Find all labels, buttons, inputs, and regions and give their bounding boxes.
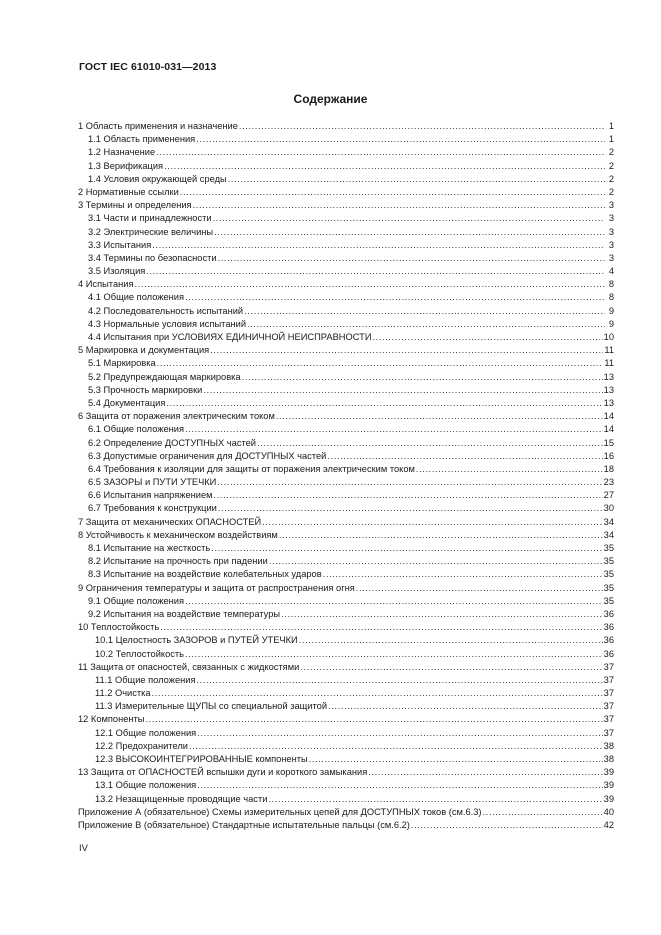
toc-entry-label: 13.2 Незащищенные проводящие части xyxy=(95,793,268,804)
toc-entry-label: 5.2 Предупреждающая маркировка xyxy=(88,371,241,382)
toc-entry[interactable] xyxy=(78,608,614,621)
toc-entry-page: 30 xyxy=(603,503,614,514)
toc-entry-page: 35 xyxy=(603,582,614,593)
toc-dot-leader xyxy=(211,542,602,555)
toc-dot-leader xyxy=(244,305,605,318)
toc-entry-page: 3 xyxy=(608,213,614,224)
toc-entry-label: 11.1 Общие положения xyxy=(95,674,196,685)
toc-dot-leader xyxy=(152,687,603,700)
toc-entry-label: 7 Защита от механических ОПАСНОСТЕЙ xyxy=(78,516,262,527)
toc-entry[interactable] xyxy=(78,687,614,700)
toc-dot-leader xyxy=(416,463,603,476)
toc-entry[interactable] xyxy=(78,806,614,819)
toc-entry-label: 4.3 Нормальные условия испытаний xyxy=(88,318,247,329)
toc-entry[interactable] xyxy=(78,621,614,634)
toc-entry-label: 9 Ограничения температуры и защита от распространения огня xyxy=(78,582,355,593)
toc-dot-leader xyxy=(152,239,605,252)
toc-dot-leader xyxy=(309,753,603,766)
toc-dot-leader xyxy=(300,661,602,674)
toc-dot-leader xyxy=(157,357,604,370)
toc-dot-leader xyxy=(203,384,602,397)
toc-entry[interactable] xyxy=(78,199,614,212)
toc-entry-page: 9 xyxy=(608,318,614,329)
toc-entry-page: 3 xyxy=(608,226,614,237)
toc-entry-page: 14 xyxy=(603,424,614,435)
toc-dot-leader xyxy=(135,278,606,291)
toc-entry-label: 10 Теплостойкость xyxy=(78,622,160,633)
toc-dot-leader xyxy=(146,713,603,726)
toc-entry-page: 13 xyxy=(603,397,614,408)
toc-entry-page: 37 xyxy=(603,674,614,685)
toc-entry[interactable] xyxy=(78,160,614,173)
toc-entry-label: 8.1 Испытание на жесткость xyxy=(88,543,211,553)
toc-entry[interactable] xyxy=(78,793,614,806)
toc-entry[interactable] xyxy=(78,146,614,159)
toc-entry[interactable] xyxy=(78,582,614,595)
toc-entry[interactable] xyxy=(78,648,614,661)
toc-dot-leader xyxy=(257,437,603,450)
toc-entry-page: 37 xyxy=(603,701,614,712)
toc-dot-leader xyxy=(373,331,603,344)
toc-entry[interactable] xyxy=(78,226,614,239)
toc-entry[interactable] xyxy=(78,173,614,186)
toc-entry-label: 6.2 Определение ДОСТУПНЫХ частей xyxy=(88,437,256,448)
toc-entry[interactable] xyxy=(78,463,614,476)
toc-entry-page: 38 xyxy=(603,754,614,764)
toc-dot-leader xyxy=(327,450,602,463)
toc-entry-page: 13 xyxy=(603,384,614,395)
toc-entry-page: 35 xyxy=(603,595,614,606)
toc-entry-label: 1.1 Область применения xyxy=(88,134,196,145)
toc-entry[interactable] xyxy=(78,344,614,357)
toc-dot-leader xyxy=(228,173,605,186)
toc-entry-label: 11.3 Измерительные ЩУПЫ со специальной защитой xyxy=(95,701,328,712)
toc-entry-page: 10 xyxy=(603,332,614,342)
toc-dot-leader xyxy=(411,819,603,832)
toc-entry-label: 11 Защита от опасностей, связанных с жидкостями xyxy=(78,661,300,672)
toc-entry-page: 35 xyxy=(603,569,614,580)
toc-dot-leader xyxy=(193,199,605,212)
toc-entry[interactable] xyxy=(78,120,614,133)
toc-entry-page: 8 xyxy=(608,279,614,290)
toc-dot-leader xyxy=(279,529,603,542)
toc-entry-label: 8.2 Испытание на прочность при падении xyxy=(88,556,268,567)
toc-entry-page: 40 xyxy=(603,806,614,817)
toc-title: Содержание xyxy=(293,92,368,106)
toc-entry-page: 4 xyxy=(608,266,614,277)
toc-entry-label: 9.1 Общие положения xyxy=(88,595,185,606)
toc-entry[interactable] xyxy=(78,357,614,370)
toc-dot-leader xyxy=(268,793,602,806)
toc-entry-page: 36 xyxy=(603,608,614,619)
toc-entry-label: 4.2 Последовательность испытаний xyxy=(88,305,244,316)
toc-entry[interactable] xyxy=(78,595,614,608)
toc-entry[interactable] xyxy=(78,305,614,318)
toc-entry-page: 39 xyxy=(603,767,614,778)
toc-dot-leader xyxy=(269,555,603,568)
toc-entry-page: 9 xyxy=(608,305,614,316)
toc-dot-leader xyxy=(218,502,603,515)
toc-dot-leader xyxy=(196,133,605,146)
toc-entry-page: 14 xyxy=(603,411,614,422)
toc-entry-label: 3 Термины и определения xyxy=(78,200,192,211)
toc-dot-leader xyxy=(185,423,603,436)
toc-entry-page: 39 xyxy=(603,793,614,804)
toc-entry[interactable] xyxy=(78,318,614,331)
toc-entry[interactable] xyxy=(78,450,614,463)
toc-entry-label: Приложение А (обязательное) Схемы измерительных цепей для ДОСТУПНЫХ токов (см.6.3) xyxy=(78,806,482,817)
toc-entry-label: 5 Маркировка и документация xyxy=(78,345,210,356)
toc-entry[interactable] xyxy=(78,713,614,726)
toc-entry-page: 34 xyxy=(603,516,614,527)
toc-entry-label: 8.3 Испытание на воздействие колебательных ударов xyxy=(88,569,322,580)
toc-entry-page: 15 xyxy=(603,437,614,448)
toc-entry[interactable] xyxy=(78,753,614,766)
toc-dot-leader xyxy=(197,727,602,740)
toc-entry-page: 38 xyxy=(603,740,614,751)
toc-entry-page: 37 xyxy=(603,727,614,738)
toc-entry-label: 5.1 Маркировка xyxy=(88,358,156,369)
page-number: IV xyxy=(79,843,88,853)
toc-entry-label: 3.2 Электрические величины xyxy=(88,226,214,237)
toc-entry-label: 6.5 ЗАЗОРЫ и ПУТИ УТЕЧКИ xyxy=(88,477,217,488)
toc-entry-label: 6.6 Испытания напряжением xyxy=(88,490,213,501)
toc-entry-label: 12 Компоненты xyxy=(78,714,145,725)
toc-entry[interactable] xyxy=(78,437,614,450)
toc-entry-page: 37 xyxy=(603,714,614,725)
toc-dot-leader xyxy=(281,608,603,621)
toc-dot-leader xyxy=(239,120,605,133)
toc-entry-label: 3.1 Части и принадлежности xyxy=(88,213,212,224)
toc-entry[interactable] xyxy=(78,779,614,792)
toc-entry-label: 4 Испытания xyxy=(78,279,134,290)
toc-entry-page: 13 xyxy=(603,371,614,382)
toc-entry-label: 1.4 Условия окружающей среды xyxy=(88,173,227,184)
toc-entry-label: 12.3 ВЫСОКОИНТЕГРИРОВАННЫЕ компоненты xyxy=(95,754,308,764)
toc-dot-leader xyxy=(262,516,602,529)
toc-dot-leader xyxy=(214,226,605,239)
toc-entry-page: 16 xyxy=(603,450,614,461)
toc-entry-page: 36 xyxy=(603,622,614,633)
toc-dot-leader xyxy=(217,476,602,489)
toc-entry[interactable] xyxy=(78,252,614,265)
toc-entry-label: 1.2 Назначение xyxy=(88,147,156,158)
toc-entry-label: 6.4 Требования к изоляции для защиты от поражения электрическим током xyxy=(88,463,415,474)
toc-entry[interactable] xyxy=(78,423,614,436)
toc-dot-leader xyxy=(164,160,605,173)
toc-entry[interactable] xyxy=(78,212,614,225)
toc-dot-leader xyxy=(247,318,605,331)
toc-entry-page: 36 xyxy=(603,648,614,659)
toc-dot-leader xyxy=(160,621,602,634)
toc-entry-page: 18 xyxy=(603,463,614,474)
toc-entry-label: 10.1 Целостность ЗАЗОРОВ и ПУТЕЙ УТЕЧКИ xyxy=(95,635,298,646)
toc-dot-leader xyxy=(185,648,603,661)
toc-entry-page: 1 xyxy=(608,121,614,131)
toc-entry-page: 3 xyxy=(608,252,614,263)
toc-entry-label: 13.1 Общие положения xyxy=(95,780,197,791)
toc-entry-label: 8 Устойчивость к механическом воздействиям xyxy=(78,529,278,540)
toc-entry-label: 9.2 Испытания на воздействие температуры xyxy=(88,608,281,619)
toc-entry[interactable] xyxy=(78,489,614,502)
toc-entry[interactable] xyxy=(78,397,614,410)
toc-dot-leader xyxy=(218,252,605,265)
toc-entry-page: 23 xyxy=(603,477,614,488)
toc-entry-page: 1 xyxy=(608,134,614,145)
toc-entry-label: 12.2 Предохранители xyxy=(95,740,188,751)
toc-entry-label: 5.3 Прочность маркировки xyxy=(88,384,203,395)
toc-entry[interactable] xyxy=(78,727,614,740)
toc-entry-label: 11.2 Очистка xyxy=(95,688,151,699)
toc-entry-label: 6.1 Общие положения xyxy=(88,424,185,435)
toc-entry[interactable] xyxy=(78,542,614,555)
toc-entry[interactable] xyxy=(78,634,614,647)
toc-entry-page: 2 xyxy=(608,186,614,197)
toc-dot-leader xyxy=(299,634,603,647)
toc-entry[interactable] xyxy=(78,239,614,252)
toc-entry[interactable] xyxy=(78,555,614,568)
toc-entry-page: 35 xyxy=(603,556,614,567)
toc-entry-page: 37 xyxy=(603,688,614,699)
toc-entry-label: 4.4 Испытания при УСЛОВИЯХ ЕДИНИЧНОЙ НЕИСПРАВНОСТИ xyxy=(88,332,372,342)
toc-entry-page: 27 xyxy=(603,490,614,501)
toc-dot-leader xyxy=(356,582,603,595)
toc-entry[interactable] xyxy=(78,410,614,423)
toc-dot-leader xyxy=(156,146,605,159)
toc-entry[interactable] xyxy=(78,516,614,529)
toc-entry[interactable] xyxy=(78,186,614,199)
toc-dot-leader xyxy=(276,410,603,423)
toc-entry-page: 35 xyxy=(603,543,614,553)
toc-dot-leader xyxy=(180,186,605,199)
toc-dot-leader xyxy=(214,489,603,502)
toc-dot-leader xyxy=(242,371,603,384)
toc-entry[interactable] xyxy=(78,700,614,713)
toc-entry-page: 37 xyxy=(603,661,614,672)
toc-entry-page: 42 xyxy=(603,819,614,830)
table-of-contents xyxy=(78,120,614,832)
toc-dot-leader xyxy=(197,779,602,792)
toc-dot-leader xyxy=(328,700,603,713)
toc-entry-label: 10.2 Теплостойкость xyxy=(95,648,184,659)
toc-entry-page: 11 xyxy=(604,358,614,369)
toc-entry[interactable] xyxy=(78,265,614,278)
toc-dot-leader xyxy=(185,595,603,608)
toc-entry[interactable] xyxy=(78,133,614,146)
toc-entry-label: 4.1 Общие положения xyxy=(88,292,185,303)
toc-dot-leader xyxy=(146,265,605,278)
toc-entry[interactable] xyxy=(78,568,614,581)
toc-entry[interactable] xyxy=(78,529,614,542)
toc-entry-page: 2 xyxy=(608,173,614,184)
document-code: ГОСТ IEC 61010-031—2013 xyxy=(79,61,217,73)
toc-entry-label: 5.4 Документация xyxy=(88,397,166,408)
toc-entry-label: 3.4 Термины по безопасности xyxy=(88,252,217,263)
toc-entry-page: 3 xyxy=(608,200,614,211)
toc-entry-label: 3.3 Испытания xyxy=(88,239,152,250)
toc-entry-label: Приложение В (обязательное) Стандартные испытательные пальцы (см.6.2) xyxy=(78,819,410,830)
toc-entry-label: 6.7 Требования к конструкции xyxy=(88,503,217,514)
toc-entry-page: 39 xyxy=(603,780,614,791)
toc-dot-leader xyxy=(368,766,602,779)
toc-dot-leader xyxy=(189,740,603,753)
toc-dot-leader xyxy=(213,212,605,225)
toc-entry[interactable] xyxy=(78,740,614,753)
toc-entry-page: 11 xyxy=(604,345,614,356)
toc-entry-page: 3 xyxy=(608,239,614,250)
toc-entry-label: 12.1 Общие положения xyxy=(95,727,197,738)
toc-entry-page: 2 xyxy=(608,147,614,158)
toc-entry[interactable] xyxy=(78,766,614,779)
toc-entry-label: 13 Защита от ОПАСНОСТЕЙ вспышки дуги и короткого замыкания xyxy=(78,767,368,778)
toc-entry-page: 2 xyxy=(608,160,614,171)
toc-dot-leader xyxy=(197,674,603,687)
toc-entry[interactable] xyxy=(78,384,614,397)
toc-entry-label: 3.5 Изоляция xyxy=(88,266,146,277)
toc-dot-leader xyxy=(166,397,602,410)
toc-entry-label: 6.3 Допустимые ограничения для ДОСТУПНЫХ частей xyxy=(88,450,327,461)
toc-entry[interactable] xyxy=(78,278,614,291)
toc-entry[interactable] xyxy=(78,476,614,489)
toc-entry[interactable] xyxy=(78,502,614,515)
toc-entry-page: 34 xyxy=(603,529,614,540)
toc-entry[interactable] xyxy=(78,661,614,674)
toc-dot-leader xyxy=(323,568,603,581)
toc-entry[interactable] xyxy=(78,371,614,384)
toc-entry-page: 36 xyxy=(603,635,614,646)
toc-dot-leader xyxy=(482,806,602,819)
toc-dot-leader xyxy=(210,344,603,357)
toc-entry-page: 8 xyxy=(608,292,614,303)
toc-entry[interactable] xyxy=(78,674,614,687)
toc-entry[interactable] xyxy=(78,331,614,344)
toc-entry-label: 2 Нормативные ссылки xyxy=(78,186,179,197)
toc-entry[interactable] xyxy=(78,819,614,832)
toc-dot-leader xyxy=(185,291,605,304)
toc-entry[interactable] xyxy=(78,291,614,304)
toc-entry-label: 1.3 Верификация xyxy=(88,160,164,171)
toc-entry-label: 6 Защита от поражения электрическим током xyxy=(78,411,275,422)
toc-entry-label: 1 Область применения и назначение xyxy=(78,121,238,131)
